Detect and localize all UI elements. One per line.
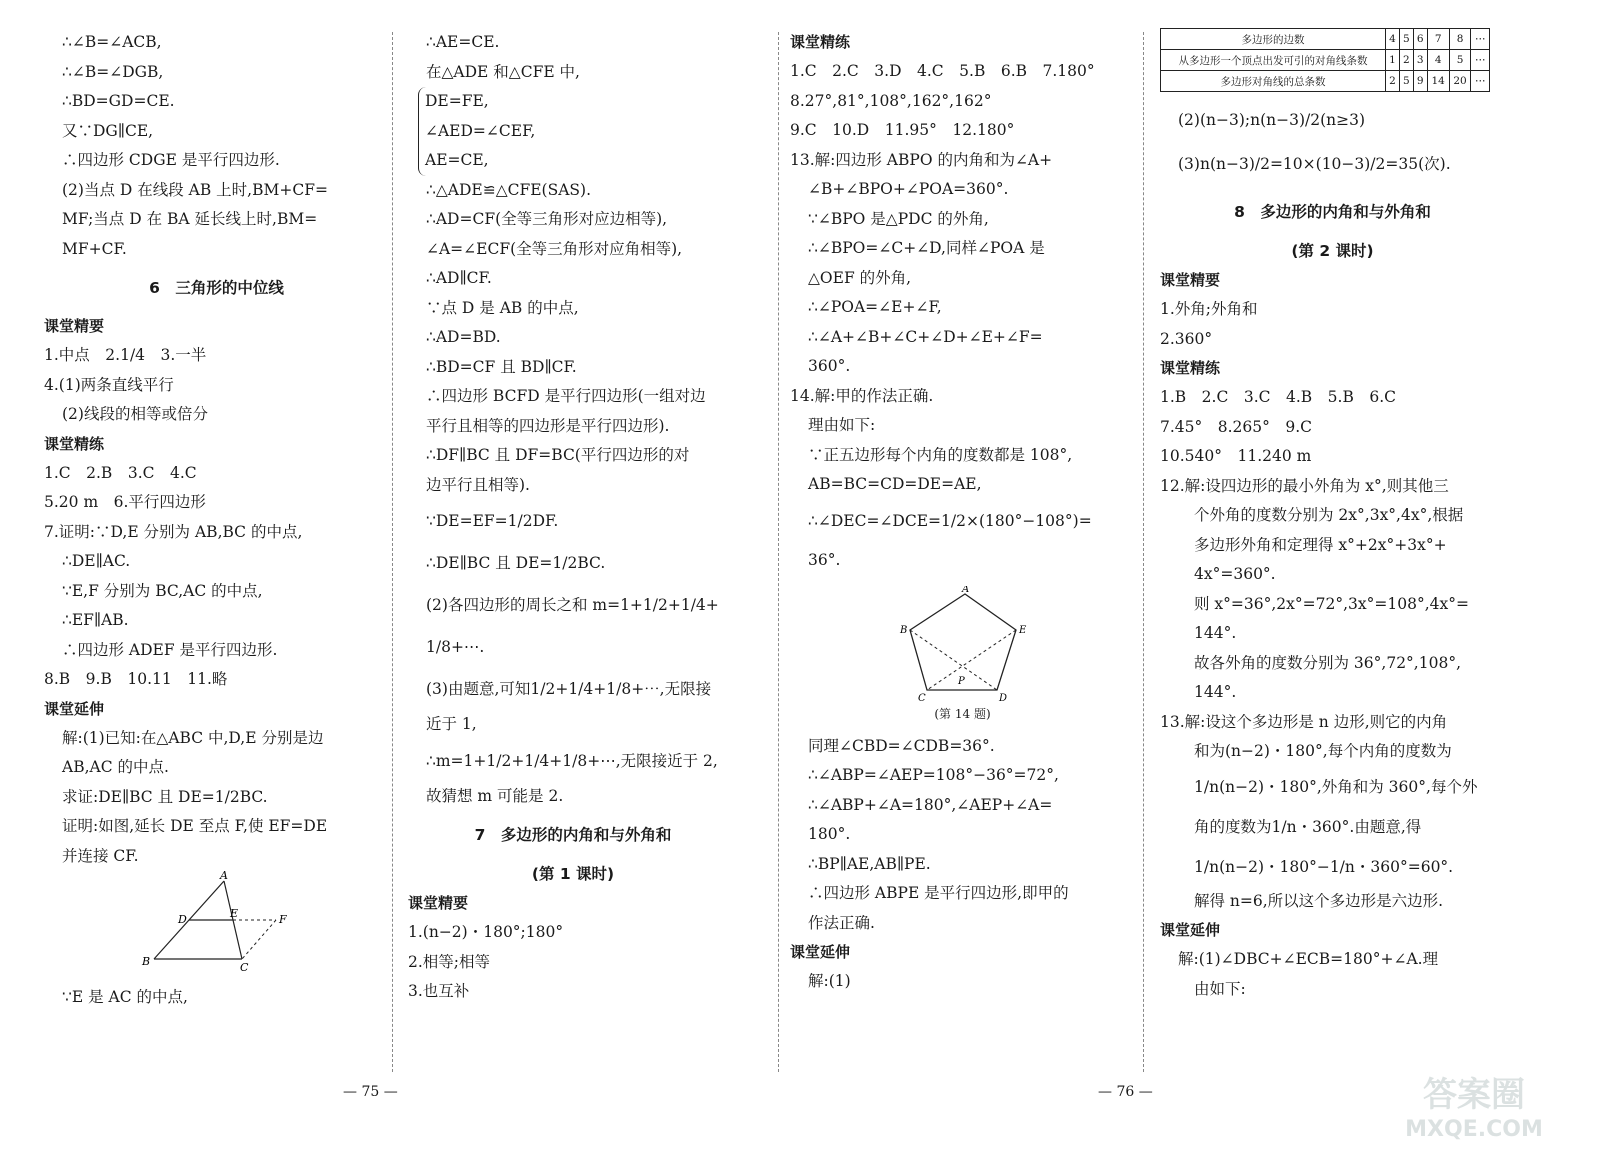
answer-line: 4.(1)两条直线平行 [44, 375, 174, 394]
section-heading: 课堂精要 [1160, 271, 1221, 289]
answer-line: 解得 n=6,所以这个多边形是六边形. [1194, 891, 1444, 910]
answer-line: ∴BP∥AE,AB∥PE. [808, 854, 931, 873]
text-line: ∴△ADE≌△CFE(SAS). [426, 180, 592, 199]
column-divider [1143, 32, 1144, 1072]
answer-line: 和为(n−2)・180°,每个内角的度数为 [1194, 742, 1452, 760]
text-line: ∵E 是 AC 的中点, [62, 988, 188, 1006]
text-line: 边平行且相等). [426, 475, 530, 494]
answer-line: 7.45° 8.265° 9.C [1160, 417, 1313, 436]
section-heading: 课堂延伸 [44, 699, 105, 718]
section-title: 7 多边形的内角和与外角和 [474, 826, 672, 844]
column-3 [790, 28, 1135, 997]
fig-label: D [178, 913, 187, 926]
answer-line: 角的度数为1/n・360°.由题意,得 [1194, 817, 1422, 836]
column-4 [1160, 28, 1505, 1004]
text-line: (3)由题意,可知1/2+1/4+1/8+⋯,无限接 [426, 680, 712, 698]
answer-line: ∴∠ABP+∠A=180°,∠AEP+∠A= [808, 795, 1053, 814]
answer-line: ∵E,F 分别为 BC,AC 的中点, [62, 581, 263, 600]
answer-line: 144°. [1194, 683, 1237, 701]
section-title: 8 多边形的内角和与外角和 [1234, 203, 1431, 221]
answer-line: 1.外角;外角和 [1160, 300, 1258, 318]
column-1 [44, 28, 389, 1013]
table-cell: 5 [1399, 71, 1413, 92]
fig-label: A [220, 871, 228, 882]
section-heading: 课堂精练 [1160, 359, 1221, 377]
table-cell: 2 [1386, 71, 1400, 92]
figure-caption: (第 14 题) [934, 706, 991, 721]
answer-line: 1/n(n−2)・180°,外角和为 360°,每个外 [1194, 777, 1478, 796]
answer-line: 3.也互补 [408, 982, 470, 1000]
answer-line: ∴四边形 ABPE 是平行四边形,即甲的 [808, 884, 1069, 902]
answer-line: 5.20 m 6.平行四边形 [44, 493, 206, 511]
text-line: ∴AD∥CF. [426, 269, 492, 287]
answer-line: ∠B+∠BPO+∠POA=360°. [808, 180, 1009, 198]
answer-line: 1/n(n−2)・180°−1/n・360°=60°. [1194, 857, 1454, 876]
answer-line: ∵∠BPO 是△PDC 的外角, [808, 209, 989, 228]
text-line: ∴∠B=∠ACB, [62, 33, 162, 51]
answer-line: 并连接 CF. [62, 846, 139, 865]
answer-line: 1.(n−2)・180°;180° [408, 923, 564, 941]
polygon-diagonals-table [1160, 28, 1490, 92]
text-line: ∵点 D 是 AB 的中点, [426, 298, 579, 317]
answer-line: 36°. [808, 550, 841, 569]
table-cell: ⋯ [1471, 71, 1490, 92]
text-line: 又∵DG∥CE, [62, 121, 154, 140]
text-line: ∴四边形 CDGE 是平行四边形. [62, 151, 280, 169]
answer-line: 1.中点 2.1/4 3.一半 [44, 346, 207, 364]
answer-line: 则 x°=36°,2x°=72°,3x°=108°,4x°= [1194, 594, 1469, 613]
fig-label: E [1019, 624, 1027, 636]
text-line: ∴AE=CE. [426, 33, 500, 51]
fig-label: D [999, 692, 1008, 704]
table-cell: 2 [1399, 50, 1413, 71]
pentagon-figure [790, 586, 1130, 704]
answer-line: ∴∠POA=∠E+∠F, [808, 298, 942, 316]
section-subtitle: (第 1 课时) [531, 865, 615, 883]
answer-line: 360°. [808, 357, 851, 375]
fig-label: C [918, 692, 926, 704]
table-cell: ⋯ [1471, 29, 1490, 50]
table-cell: 8 [1449, 29, 1471, 50]
text-line: (2)当点 D 在线段 AB 上时,BM+CF= [62, 180, 328, 199]
text-line: 近于 1, [426, 715, 477, 733]
answer-line: 8.B 9.B 10.11 11.略 [44, 670, 228, 688]
table-cell: 从多边形一个顶点出发可引的对角线条数 [1161, 50, 1386, 71]
page-number: — 75 — [343, 1084, 398, 1100]
triangle-figure [44, 871, 344, 971]
table-cell: ⋯ [1471, 50, 1490, 71]
fig-label: F [279, 913, 287, 926]
answer-line: 解:(1)已知:在△ABC 中,D,E 分别是边 [62, 728, 324, 747]
text-line: ∴AD=CF(全等三角形对应边相等), [426, 210, 668, 228]
answer-line: 理由如下: [808, 416, 876, 434]
answer-line: 12.解:设四边形的最小外角为 x°,则其他三 [1160, 476, 1449, 495]
section-subtitle: (第 2 课时) [1291, 242, 1374, 260]
answer-line: 2.360° [1160, 329, 1213, 348]
text-line: ∠A=∠ECF(全等三角形对应角相等), [426, 239, 683, 258]
table-cell: 20 [1449, 71, 1471, 92]
column-2 [408, 28, 738, 1007]
fig-label: A [962, 585, 970, 595]
answer-line: ∴四边形 ADEF 是平行四边形. [62, 640, 278, 659]
answer-line: ∵正五边形每个内角的度数都是 108°, [808, 445, 1073, 464]
table-cell: 6 [1413, 29, 1427, 50]
answer-line: 1.C 2.B 3.C 4.C [44, 463, 197, 482]
column-divider [392, 32, 393, 1072]
watermark-text: 答案圈 [1423, 1075, 1525, 1115]
table-cell: 4 [1427, 50, 1449, 71]
answer-line: (2)(n−3);n(n−3)/2(n≥3) [1178, 111, 1366, 129]
fig-label: P [958, 675, 965, 687]
watermark-logo [1384, 1073, 1564, 1157]
answer-line: ∴DE∥AC. [62, 552, 131, 570]
text-line: DE=FE, [425, 92, 489, 110]
answer-line: 8.27°,81°,108°,162°,162° [790, 91, 992, 110]
answer-line: (2)线段的相等或倍分 [62, 405, 208, 423]
answer-line: 14.解:甲的作法正确. [790, 386, 934, 405]
text-line: ∴DE∥BC 且 DE=1/2BC. [426, 554, 606, 572]
answer-line: 求证:DE∥BC 且 DE=1/2BC. [62, 787, 268, 806]
fig-label: B [142, 955, 151, 968]
answer-line: 解:(1)∠DBC+∠ECB=180°+∠A.理 [1178, 950, 1439, 968]
section-heading: 课堂精要 [44, 317, 105, 335]
fig-label: C [240, 961, 249, 971]
table-cell: 4 [1386, 29, 1400, 50]
text-line: MF+CF. [62, 239, 127, 258]
answer-line: AB=BC=CD=DE=AE, [808, 475, 982, 493]
answer-line: 作法正确. [808, 913, 875, 932]
section-title: 6 三角形的中位线 [149, 279, 284, 297]
text-line: ∴BD=CF 且 BD∥CF. [426, 357, 577, 376]
table-cell: 5 [1399, 29, 1413, 50]
text-line: 在△ADE 和△CFE 中, [426, 62, 580, 81]
answer-line: (3)n(n−3)/2=10×(10−3)/2=35(次). [1178, 155, 1451, 173]
text-line: ∴BD=GD=CE. [62, 92, 175, 110]
answer-line: 同理∠CBD=∠CDB=36°. [808, 736, 995, 755]
answer-line: 1.C 2.C 3.D 4.C 5.B 6.B 7.180° [790, 62, 1095, 80]
text-line: (2)各四边形的周长之和 m=1+1/2+1/4+ [426, 596, 719, 614]
watermark-url: MXQE.COM [1405, 1117, 1543, 1142]
equation-system-brace [418, 87, 738, 176]
answer-line: 144°. [1194, 624, 1237, 642]
answer-line: ∴∠BPO=∠C+∠D,同样∠POA 是 [808, 239, 1045, 257]
text-line: ∴DF∥BC 且 DF=BC(平行四边形的对 [426, 446, 690, 464]
answer-line: △OEF 的外角, [808, 268, 912, 287]
text-line: 1/8+⋯. [426, 638, 485, 656]
answer-line: 解:(1) [808, 972, 851, 990]
table-row [1161, 71, 1490, 92]
table-cell: 9 [1413, 71, 1427, 92]
answer-line: AB,AC 的中点. [62, 758, 169, 776]
table-cell: 多边形对角线的总条数 [1161, 71, 1386, 92]
fig-label: E [230, 907, 239, 920]
answer-line: 10.540° 11.240 m [1160, 447, 1312, 465]
answer-line: 7.证明:∵D,E 分别为 AB,BC 的中点, [44, 522, 303, 541]
answer-line: 4x°=360°. [1194, 565, 1276, 583]
table-cell: 14 [1427, 71, 1449, 92]
page-number: — 76 — [1098, 1084, 1153, 1100]
answer-line: ∴∠ABP=∠AEP=108°−36°=72°, [808, 766, 1059, 784]
answer-line: 1.B 2.C 3.C 4.B 5.B 6.C [1160, 388, 1396, 406]
text-line: ∴四边形 BCFD 是平行四边形(一组对边 [426, 387, 706, 405]
table-row [1161, 50, 1490, 71]
text-line: ∴AD=BD. [426, 328, 501, 346]
table-cell: 3 [1413, 50, 1427, 71]
answer-line: 多边形外角和定理得 x°+2x°+3x°+ [1194, 535, 1447, 554]
section-heading: 课堂精练 [790, 33, 851, 51]
fig-label: B [900, 624, 908, 636]
table-cell: 1 [1386, 50, 1400, 71]
answer-line: ∴∠DEC=∠DCE=1/2×(180°−108°)= [808, 511, 1092, 530]
text-line: ∴∠B=∠DGB, [62, 62, 164, 81]
section-heading: 课堂延伸 [790, 943, 851, 961]
answer-line: 2.相等;相等 [408, 952, 491, 971]
answer-line: 13.解:四边形 ABPO 的内角和为∠A+ [790, 150, 1053, 169]
section-heading: 课堂精要 [408, 894, 469, 912]
text-line: MF;当点 D 在 BA 延长线上时,BM= [62, 210, 318, 228]
answer-line: ∴∠A+∠B+∠C+∠D+∠E+∠F= [808, 327, 1043, 346]
text-line: ∴m=1+1/2+1/4+1/8+⋯,无限接近于 2, [426, 751, 718, 770]
answer-line: 180°. [808, 825, 851, 843]
section-heading: 课堂精练 [44, 434, 105, 453]
answer-line: 9.C 10.D 11.95° 12.180° [790, 121, 1015, 139]
table-row [1161, 29, 1490, 50]
answer-line: 证明:如图,延长 DE 至点 F,使 EF=DE [62, 817, 328, 835]
text-line: 平行且相等的四边形是平行四边形). [426, 416, 670, 435]
text-line: AE=CE, [425, 151, 489, 169]
table-cell: 多边形的边数 [1161, 29, 1386, 50]
table-cell: 7 [1427, 29, 1449, 50]
text-line: ∵DE=EF=1/2DF. [426, 512, 559, 530]
column-divider [778, 32, 779, 1072]
answer-line: 13.解:设这个多边形是 n 边形,则它的内角 [1160, 712, 1448, 731]
answer-line: 个外角的度数分别为 2x°,3x°,4x°,根据 [1194, 506, 1464, 524]
text-line: ∠AED=∠CEF, [425, 121, 536, 140]
table-cell: 5 [1449, 50, 1471, 71]
answer-line: 故各外角的度数分别为 36°,72°,108°, [1194, 653, 1461, 672]
section-heading: 课堂延伸 [1160, 921, 1221, 939]
text-line: 故猜想 m 可能是 2. [426, 786, 564, 805]
answer-line: 由如下: [1194, 979, 1246, 998]
answer-line: ∴EF∥AB. [62, 611, 129, 629]
